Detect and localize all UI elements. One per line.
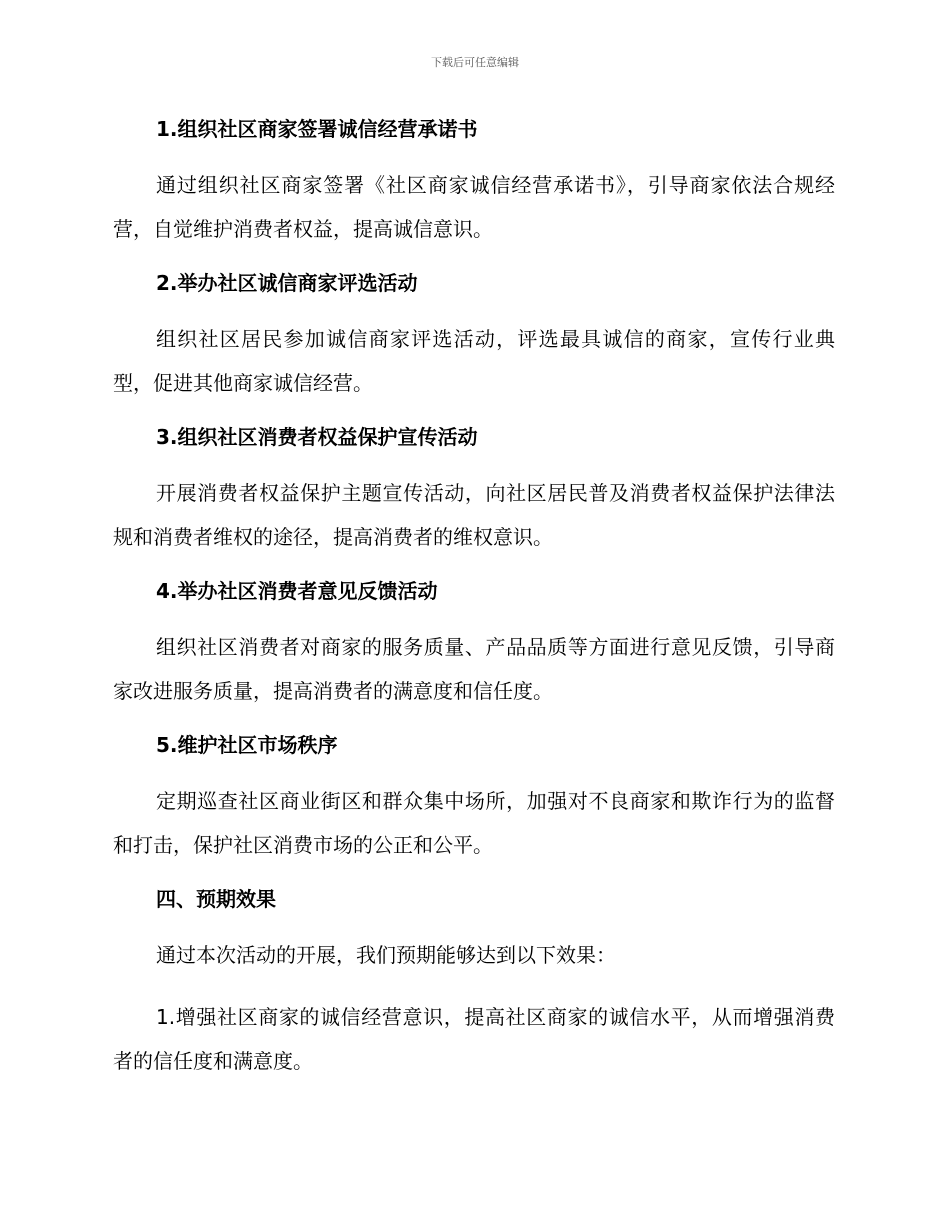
section-heading: 四、预期效果 (156, 887, 276, 911)
page-header: 下载后可任意编辑 (431, 56, 519, 69)
section-heading: 4.举办社区消费者意见反馈活动 (156, 579, 438, 603)
section-heading: 2.举办社区诚信商家评选活动 (156, 271, 418, 295)
section-heading: 3.组织社区消费者权益保护宣传活动 (156, 425, 478, 449)
paragraph: 定期巡查社区商业街区和群众集中场所，加强对不良商家和欺诈行为的监督和打击，保护社区消费市场的公正和公平。 (113, 789, 835, 857)
paragraph: 1.增强社区商家的诚信经营意识，提高社区商家的诚信水平，从而增强消费者的信任度和满意度。 (113, 1005, 835, 1073)
paragraph: 组织社区消费者对商家的服务质量、产品品质等方面进行意见反馈，引导商家改进服务质量，提高消费者的满意度和信任度。 (113, 635, 835, 703)
paragraph: 通过组织社区商家签署《社区商家诚信经营承诺书》，引导商家依法合规经营，自觉维护消费者权益，提高诚信意识。 (113, 173, 835, 241)
section-heading: 5.维护社区市场秩序 (156, 733, 338, 757)
section-heading: 1.组织社区商家签署诚信经营承诺书 (156, 117, 478, 141)
paragraph: 通过本次活动的开展，我们预期能够达到以下效果： (156, 943, 616, 967)
paragraph: 开展消费者权益保护主题宣传活动，向社区居民普及消费者权益保护法律法规和消费者维权的途径，提高消费者的维权意识。 (113, 481, 835, 549)
document-body (113, 113, 835, 1099)
paragraph: 组织社区居民参加诚信商家评选活动，评选最具诚信的商家，宣传行业典型，促进其他商家诚信经营。 (113, 327, 835, 395)
